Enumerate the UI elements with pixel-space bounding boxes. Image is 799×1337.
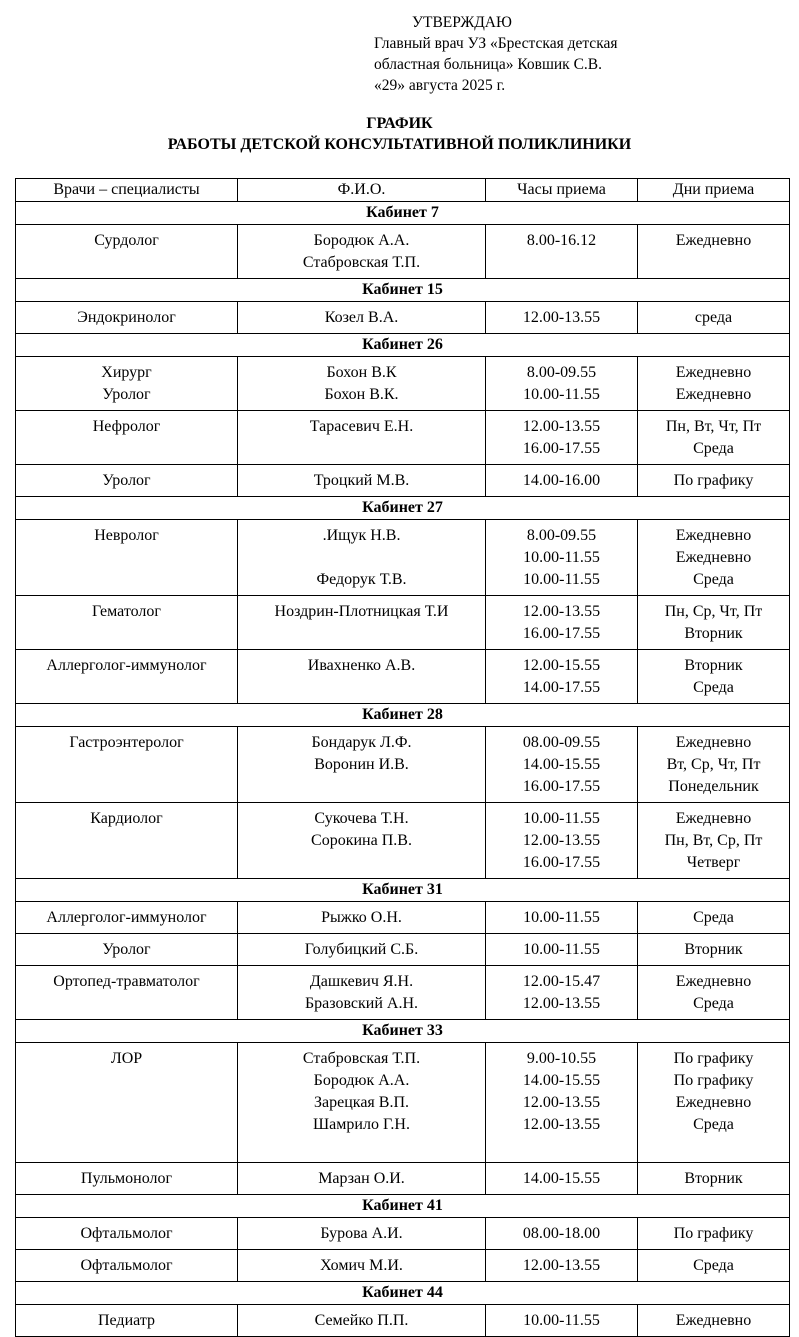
doctor-name: Ивахненко А.В. <box>307 657 416 674</box>
days-cell <box>638 225 790 279</box>
hours-cell <box>486 1043 638 1163</box>
cabinet-label: Кабинет 7 <box>16 202 790 225</box>
doctor-name <box>240 1136 483 1158</box>
hours-value: 12.00-15.55 <box>522 657 601 674</box>
cabinet-label: Кабинет 33 <box>16 1020 790 1043</box>
cabinet-row <box>16 334 790 357</box>
cabinet-row <box>16 279 790 302</box>
column-header: Ф.И.О. <box>238 179 486 202</box>
days-cell <box>638 520 790 596</box>
hours-cell <box>486 465 638 497</box>
approval-line: «29» августа 2025 г. <box>374 77 506 94</box>
cabinet-label: Кабинет 44 <box>16 1282 790 1305</box>
specialist-cell <box>16 225 238 279</box>
doctor-name: Козел В.А. <box>324 309 399 326</box>
cabinet-label: Кабинет 41 <box>16 1195 790 1218</box>
specialist-cell <box>16 1250 238 1282</box>
hours-cell <box>486 1163 638 1195</box>
specialist-cell <box>16 934 238 966</box>
specialist-cell <box>16 1163 238 1195</box>
days-value: Пн, Вт, Чт, Пт <box>665 418 762 435</box>
doctor-name-cell <box>238 1163 486 1195</box>
doctor-name: Голубицкий С.Б. <box>304 941 419 958</box>
hours-cell <box>486 1218 638 1250</box>
specialist-cell <box>16 1218 238 1250</box>
doctor-name-cell <box>238 357 486 411</box>
cabinet-label: Кабинет 26 <box>16 334 790 357</box>
doctor-name: Бородюк А.А. <box>313 232 410 249</box>
cabinet-label: Кабинет 27 <box>16 497 790 520</box>
doctor-name-cell <box>238 1305 486 1337</box>
hours-value: 16.00-17.55 <box>522 778 601 795</box>
cabinet-row <box>16 879 790 902</box>
days-value: Ежедневно <box>675 549 752 566</box>
hours-cell <box>486 1250 638 1282</box>
hours-value: 14.00-16.00 <box>522 472 601 489</box>
days-value: Ежедневно <box>675 734 752 751</box>
doctor-name-cell <box>238 520 486 596</box>
schedule-row <box>16 650 790 704</box>
hours-value: 12.00-13.55 <box>522 1094 601 1111</box>
cabinet-label: Кабинет 28 <box>16 704 790 727</box>
doctor-name-cell <box>238 1218 486 1250</box>
hours-value: 14.00-17.55 <box>522 679 601 696</box>
hours-value: 9.00-10.55 <box>526 1050 597 1067</box>
schedule-row <box>16 411 790 465</box>
column-header: Врачи – специалисты <box>16 179 238 202</box>
specialist-line: Гастроэнтеролог <box>69 734 184 751</box>
hours-value: 16.00-17.55 <box>522 854 601 871</box>
doctor-name-cell <box>238 934 486 966</box>
schedule-row <box>16 803 790 879</box>
schedule-row <box>16 465 790 497</box>
specialist-cell <box>16 520 238 596</box>
days-value: Ежедневно <box>675 364 752 381</box>
doctor-name-cell <box>238 1250 486 1282</box>
days-cell <box>638 357 790 411</box>
days-cell <box>638 1218 790 1250</box>
specialist-cell <box>16 357 238 411</box>
days-value: Понедельник <box>668 778 759 795</box>
days-cell <box>638 727 790 803</box>
hours-value: 12.00-13.55 <box>522 832 601 849</box>
approval-line: областная больница» Ковшик С.В. <box>374 56 603 73</box>
hours-cell <box>486 902 638 934</box>
hours-value: 12.00-15.47 <box>522 973 601 990</box>
doctor-name: Хомич М.И. <box>320 1257 403 1274</box>
hours-value: 08.00-18.00 <box>522 1225 601 1242</box>
hours-value: 14.00-15.55 <box>522 1072 601 1089</box>
doctor-name: Федорук Т.В. <box>316 571 407 588</box>
doctor-name-cell <box>238 650 486 704</box>
days-value: Среда <box>693 571 734 588</box>
days-value: Ежедневно <box>675 527 752 544</box>
specialist-line: Хирург <box>101 364 152 381</box>
days-cell <box>638 966 790 1020</box>
cabinet-row <box>16 497 790 520</box>
specialist-line: Ортопед-травматолог <box>53 973 200 990</box>
hours-value: 12.00-13.55 <box>522 309 601 326</box>
doctor-name: Зарецкая В.П. <box>314 1094 409 1111</box>
hours-cell <box>486 650 638 704</box>
schedule-row <box>16 1305 790 1337</box>
hours-cell <box>486 596 638 650</box>
hours-value: 14.00-15.55 <box>522 1170 601 1187</box>
days-value: Вторник <box>684 941 743 958</box>
doctor-name: Рыжко О.Н. <box>321 909 402 926</box>
doctor-name: Тарасевич Е.Н. <box>309 418 414 435</box>
doctor-name-cell <box>238 465 486 497</box>
schedule-row <box>16 1250 790 1282</box>
days-value: Ежедневно <box>675 1094 752 1111</box>
days-value: Ежедневно <box>675 232 752 249</box>
cabinet-row <box>16 202 790 225</box>
days-value: По графику <box>673 1072 754 1089</box>
doctor-name: Бразовский А.Н. <box>304 995 419 1012</box>
days-cell <box>638 302 790 334</box>
days-cell <box>638 465 790 497</box>
doctor-name <box>240 547 483 569</box>
specialist-cell <box>16 902 238 934</box>
specialist-line: Невролог <box>94 527 159 544</box>
schedule-row <box>16 1218 790 1250</box>
hours-value: 10.00-11.55 <box>523 941 600 958</box>
days-value: Пн, Ср, Чт, Пт <box>664 603 763 620</box>
days-value: По графику <box>673 1050 754 1067</box>
days-value: Среда <box>693 1257 734 1274</box>
specialist-cell <box>16 596 238 650</box>
approval-line: Главный врач УЗ «Брестская детская <box>374 35 618 52</box>
specialist-cell <box>16 803 238 879</box>
doctor-name: Бохон В.К. <box>324 386 399 403</box>
doctor-name-cell <box>238 727 486 803</box>
days-value: Вторник <box>684 625 743 642</box>
specialist-line: Нефролог <box>92 418 161 435</box>
doctor-name: Сорокина П.В. <box>311 832 412 849</box>
days-value: Пн, Вт, Ср, Пт <box>664 832 763 849</box>
hours-cell <box>486 727 638 803</box>
document-title: ГРАФИК <box>366 115 433 132</box>
days-value: Среда <box>693 909 734 926</box>
hours-value: 12.00-13.55 <box>522 995 601 1012</box>
doctor-name: Шамрило Г.Н. <box>313 1116 410 1133</box>
doctor-name: Троцкий М.В. <box>313 472 410 489</box>
specialist-cell <box>16 1305 238 1337</box>
specialist-line: Офтальмолог <box>80 1225 173 1242</box>
cabinet-row <box>16 1020 790 1043</box>
specialist-line: Офтальмолог <box>80 1257 173 1274</box>
doctor-name-cell <box>238 411 486 465</box>
doctor-name-cell <box>238 803 486 879</box>
specialist-cell <box>16 1043 238 1163</box>
doctor-name: .Ищук Н.В. <box>322 527 401 544</box>
schedule-row <box>16 596 790 650</box>
schedule-row <box>16 1163 790 1195</box>
hours-value: 12.00-13.55 <box>522 1257 601 1274</box>
hours-cell <box>486 225 638 279</box>
specialist-line: Педиатр <box>97 1312 156 1329</box>
hours-cell <box>486 302 638 334</box>
days-value: среда <box>694 309 733 326</box>
approval-block <box>374 12 618 96</box>
cabinet-row <box>16 704 790 727</box>
doctor-name: Стабровская Т.П. <box>302 254 421 271</box>
hours-cell <box>486 966 638 1020</box>
hours-value: 10.00-11.55 <box>523 571 600 588</box>
hours-cell <box>486 520 638 596</box>
hours-value: 14.00-15.55 <box>522 756 601 773</box>
doctor-name: Бондарук Л.Ф. <box>311 734 412 751</box>
days-value: Среда <box>693 995 734 1012</box>
specialist-line: Эндокринолог <box>77 309 176 326</box>
schedule-body <box>16 202 790 1337</box>
schedule-row <box>16 302 790 334</box>
doctor-name-cell <box>238 225 486 279</box>
doctor-name: Бурова А.И. <box>320 1225 403 1242</box>
schedule-row <box>16 225 790 279</box>
doctor-name: Бородюк А.А. <box>313 1072 410 1089</box>
doctor-name: Ноздрин-Плотницкая Т.И <box>274 603 449 620</box>
specialist-line: Уролог <box>102 941 151 958</box>
days-cell <box>638 902 790 934</box>
specialist-cell <box>16 650 238 704</box>
document-subtitle: РАБОТЫ ДЕТСКОЙ КОНСУЛЬТАТИВНОЙ ПОЛИКЛИНИКИ <box>167 136 632 153</box>
specialist-line: Гематолог <box>92 603 161 620</box>
specialist-line: Аллерголог-иммунолог <box>46 657 207 674</box>
hours-value: 8.00-16.12 <box>526 232 597 249</box>
cabinet-row <box>16 1282 790 1305</box>
cabinet-label: Кабинет 15 <box>16 279 790 302</box>
specialist-line: Кардиолог <box>90 810 163 827</box>
days-cell <box>638 803 790 879</box>
doctor-name: Воронин И.В. <box>314 756 409 773</box>
specialist-line: Аллерголог-иммунолог <box>46 909 207 926</box>
doctor-name: Марзан О.И. <box>318 1170 405 1187</box>
column-header: Дни приема <box>638 179 790 202</box>
hours-value: 10.00-11.55 <box>523 1312 600 1329</box>
days-value: Ежедневно <box>675 386 752 403</box>
doctor-name: Бохон В.К <box>326 364 397 381</box>
schedule-row <box>16 934 790 966</box>
specialist-line: Пульмонолог <box>80 1170 173 1187</box>
days-value: Ежедневно <box>675 973 752 990</box>
doctor-name-cell <box>238 596 486 650</box>
days-cell <box>638 1043 790 1163</box>
specialist-cell <box>16 966 238 1020</box>
days-value: Вт, Ср, Чт, Пт <box>666 756 761 773</box>
days-cell <box>638 596 790 650</box>
schedule-row <box>16 727 790 803</box>
days-cell <box>638 650 790 704</box>
schedule-row <box>16 520 790 596</box>
doctor-name: Сукочева Т.Н. <box>314 810 409 827</box>
hours-value: 10.00-11.55 <box>523 909 600 926</box>
specialist-cell <box>16 411 238 465</box>
days-value: Вторник <box>684 1170 743 1187</box>
days-value: Среда <box>693 679 734 696</box>
hours-cell <box>486 934 638 966</box>
doctor-name-cell <box>238 302 486 334</box>
schedule-row <box>16 966 790 1020</box>
doctor-name: Стабровская Т.П. <box>302 1050 421 1067</box>
hours-cell <box>486 803 638 879</box>
header-row <box>16 179 790 202</box>
hours-cell <box>486 411 638 465</box>
hours-value: 16.00-17.55 <box>522 440 601 457</box>
schedule-row <box>16 357 790 411</box>
doctor-name-cell <box>238 1043 486 1163</box>
specialist-cell <box>16 465 238 497</box>
specialist-line: Уролог <box>102 386 151 403</box>
hours-cell <box>486 1305 638 1337</box>
hours-value: 12.00-13.55 <box>522 1116 601 1133</box>
days-value: По графику <box>673 1225 754 1242</box>
hours-value: 8.00-09.55 <box>526 527 597 544</box>
specialist-line: Сурдолог <box>94 232 159 249</box>
hours-value: 12.00-13.55 <box>522 603 601 620</box>
days-value: Ежедневно <box>675 1312 752 1329</box>
specialist-line: Уролог <box>102 472 151 489</box>
cabinet-label: Кабинет 31 <box>16 879 790 902</box>
hours-value: 16.00-17.55 <box>522 625 601 642</box>
days-value: Вторник <box>684 657 743 674</box>
days-cell <box>638 934 790 966</box>
hours-value: 08.00-09.55 <box>522 734 601 751</box>
hours-cell <box>486 357 638 411</box>
specialist-line: ЛОР <box>110 1050 143 1067</box>
days-value: По графику <box>673 472 754 489</box>
specialist-cell <box>16 727 238 803</box>
doctor-name-cell <box>238 902 486 934</box>
specialist-cell <box>16 302 238 334</box>
schedule-table <box>15 178 790 1337</box>
doctor-name-cell <box>238 966 486 1020</box>
hours-value: 10.00-11.55 <box>523 810 600 827</box>
schedule-row <box>16 902 790 934</box>
cabinet-row <box>16 1195 790 1218</box>
hours-value: 8.00-09.55 <box>526 364 597 381</box>
approval-heading: УТВЕРЖДАЮ <box>412 14 512 31</box>
schedule-row <box>16 1043 790 1163</box>
days-value: Ежедневно <box>675 810 752 827</box>
days-cell <box>638 1163 790 1195</box>
days-cell <box>638 411 790 465</box>
days-cell <box>638 1305 790 1337</box>
column-header: Часы приема <box>486 179 638 202</box>
hours-value: 10.00-11.55 <box>523 549 600 566</box>
days-value: Среда <box>693 440 734 457</box>
days-value: Среда <box>693 1116 734 1133</box>
doctor-name: Дашкевич Я.Н. <box>309 973 414 990</box>
hours-value: 12.00-13.55 <box>522 418 601 435</box>
doctor-name: Семейко П.П. <box>314 1312 409 1329</box>
days-value: Четверг <box>686 854 741 871</box>
days-cell <box>638 1250 790 1282</box>
hours-value: 10.00-11.55 <box>523 386 600 403</box>
